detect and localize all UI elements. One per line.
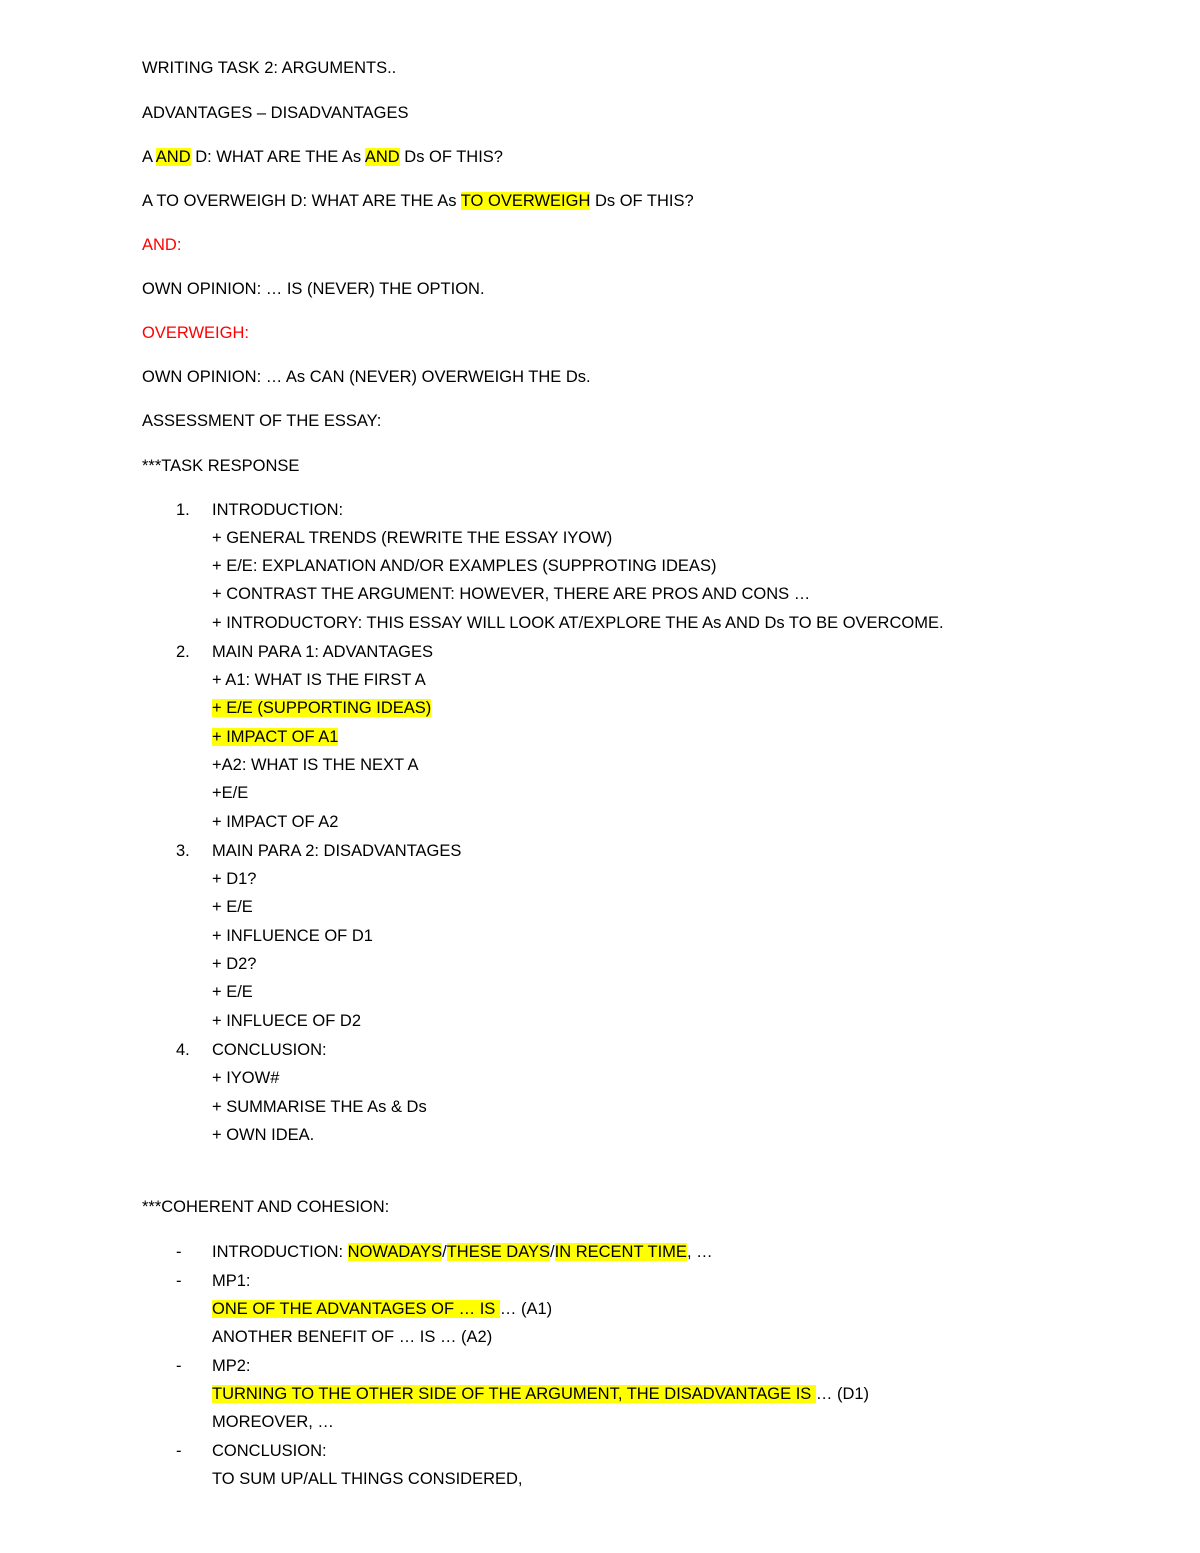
highlighted-text: NOWADAYS [347,1243,443,1261]
text-span: Ds OF THIS? [590,192,694,210]
coherence-heading: ***COHERENT AND COHESION: [142,1198,390,1216]
list-number: 3. [176,842,190,860]
list-subitem: + D1? [212,870,257,888]
list-item-mp2: MP2: [212,1357,251,1375]
list-subitem: + SUMMARISE THE As & Ds [212,1098,427,1116]
highlighted-text: + E/E (SUPPORTING IDEAS) [212,699,432,717]
highlighted-text: IN RECENT TIME [554,1243,687,1261]
list-item-introduction [212,1242,713,1262]
text-span: A TO OVERWEIGH D: WHAT ARE THE As [142,192,461,210]
line-a-overweigh-d [142,191,694,211]
highlighted-text: + IMPACT OF A1 [212,728,339,746]
text-span: Ds OF THIS? [399,148,503,166]
list-subitem: + IMPACT OF A2 [212,813,339,831]
line-a-and-d [142,147,503,167]
list-subitem: + IYOW# [212,1069,280,1087]
text-span: … (D1) [815,1385,870,1403]
list-item-main-para-1: MAIN PARA 1: ADVANTAGES [212,643,433,661]
doc-subtitle: ADVANTAGES – DISADVANTAGES [142,104,409,122]
list-subitem [212,698,431,718]
list-subitem: MOREOVER, … [212,1413,334,1431]
list-item-mp1: MP1: [212,1272,251,1290]
task-response-heading: ***TASK RESPONSE [142,457,300,475]
overweigh-label: OVERWEIGH: [142,324,249,342]
highlighted-text: THESE DAYS [446,1243,551,1261]
list-subitem: + INFLUECE OF D2 [212,1012,361,1030]
list-subitem: +E/E [212,784,249,802]
list-number: 1. [176,501,190,519]
text-span: D: WHAT ARE THE As [190,148,365,166]
doc-title: WRITING TASK 2: ARGUMENTS.. [142,59,397,77]
list-subitem: + INFLUENCE OF D1 [212,927,373,945]
highlighted-text: TO OVERWEIGH [460,192,591,210]
list-subitem: + E/E [212,898,253,916]
text-span: A [142,148,156,166]
opinion-and: OWN OPINION: … IS (NEVER) THE OPTION. [142,280,485,298]
list-subitem: + A1: WHAT IS THE FIRST A [212,671,426,689]
list-item-conclusion: CONCLUSION: [212,1442,327,1460]
list-bullet: - [176,1357,182,1375]
opinion-overweigh: OWN OPINION: … As CAN (NEVER) OVERWEIGH THE Ds. [142,368,591,386]
text-span: , … [686,1243,713,1261]
list-item-conclusion: CONCLUSION: [212,1041,327,1059]
list-bullet: - [176,1442,182,1460]
list-number: 4. [176,1041,190,1059]
list-subitem: +A2: WHAT IS THE NEXT A [212,756,419,774]
list-subitem: ANOTHER BENEFIT OF … IS … (A2) [212,1328,493,1346]
list-subitem: + CONTRAST THE ARGUMENT: HOWEVER, THERE ARE PROS AND CONS … [212,585,811,603]
highlighted-text: TURNING TO THE OTHER SIDE OF THE ARGUMENT, THE DISADVANTAGE IS [212,1385,816,1403]
list-bullet: - [176,1272,182,1290]
text-span: … (A1) [499,1300,553,1318]
text-span: INTRODUCTION: [212,1243,348,1261]
text-span: / [442,1243,447,1261]
list-subitem: + E/E [212,983,253,1001]
list-subitem: + INTRODUCTORY: THIS ESSAY WILL LOOK AT/EXPLORE THE As AND Ds TO BE OVERCOME. [212,614,944,632]
list-item-main-para-2: MAIN PARA 2: DISADVANTAGES [212,842,462,860]
assessment-heading: ASSESSMENT OF THE ESSAY: [142,412,382,430]
list-bullet: - [176,1243,182,1261]
list-item-introduction: INTRODUCTION: [212,501,344,519]
and-label: AND: [142,236,182,254]
list-subitem: TO SUM UP/ALL THINGS CONSIDERED, [212,1470,523,1488]
text-span: / [550,1243,555,1261]
list-subitem [212,1299,552,1319]
highlighted-text: AND [155,148,191,166]
list-subitem: + D2? [212,955,257,973]
list-subitem [212,1384,869,1404]
list-subitem [212,727,338,747]
list-subitem: + E/E: EXPLANATION AND/OR EXAMPLES (SUPPROTING IDEAS) [212,557,717,575]
highlighted-text: ONE OF THE ADVANTAGES OF … IS [212,1300,500,1318]
list-number: 2. [176,643,190,661]
list-subitem: + OWN IDEA. [212,1126,315,1144]
highlighted-text: AND [364,148,400,166]
list-subitem: + GENERAL TRENDS (REWRITE THE ESSAY IYOW) [212,529,613,547]
